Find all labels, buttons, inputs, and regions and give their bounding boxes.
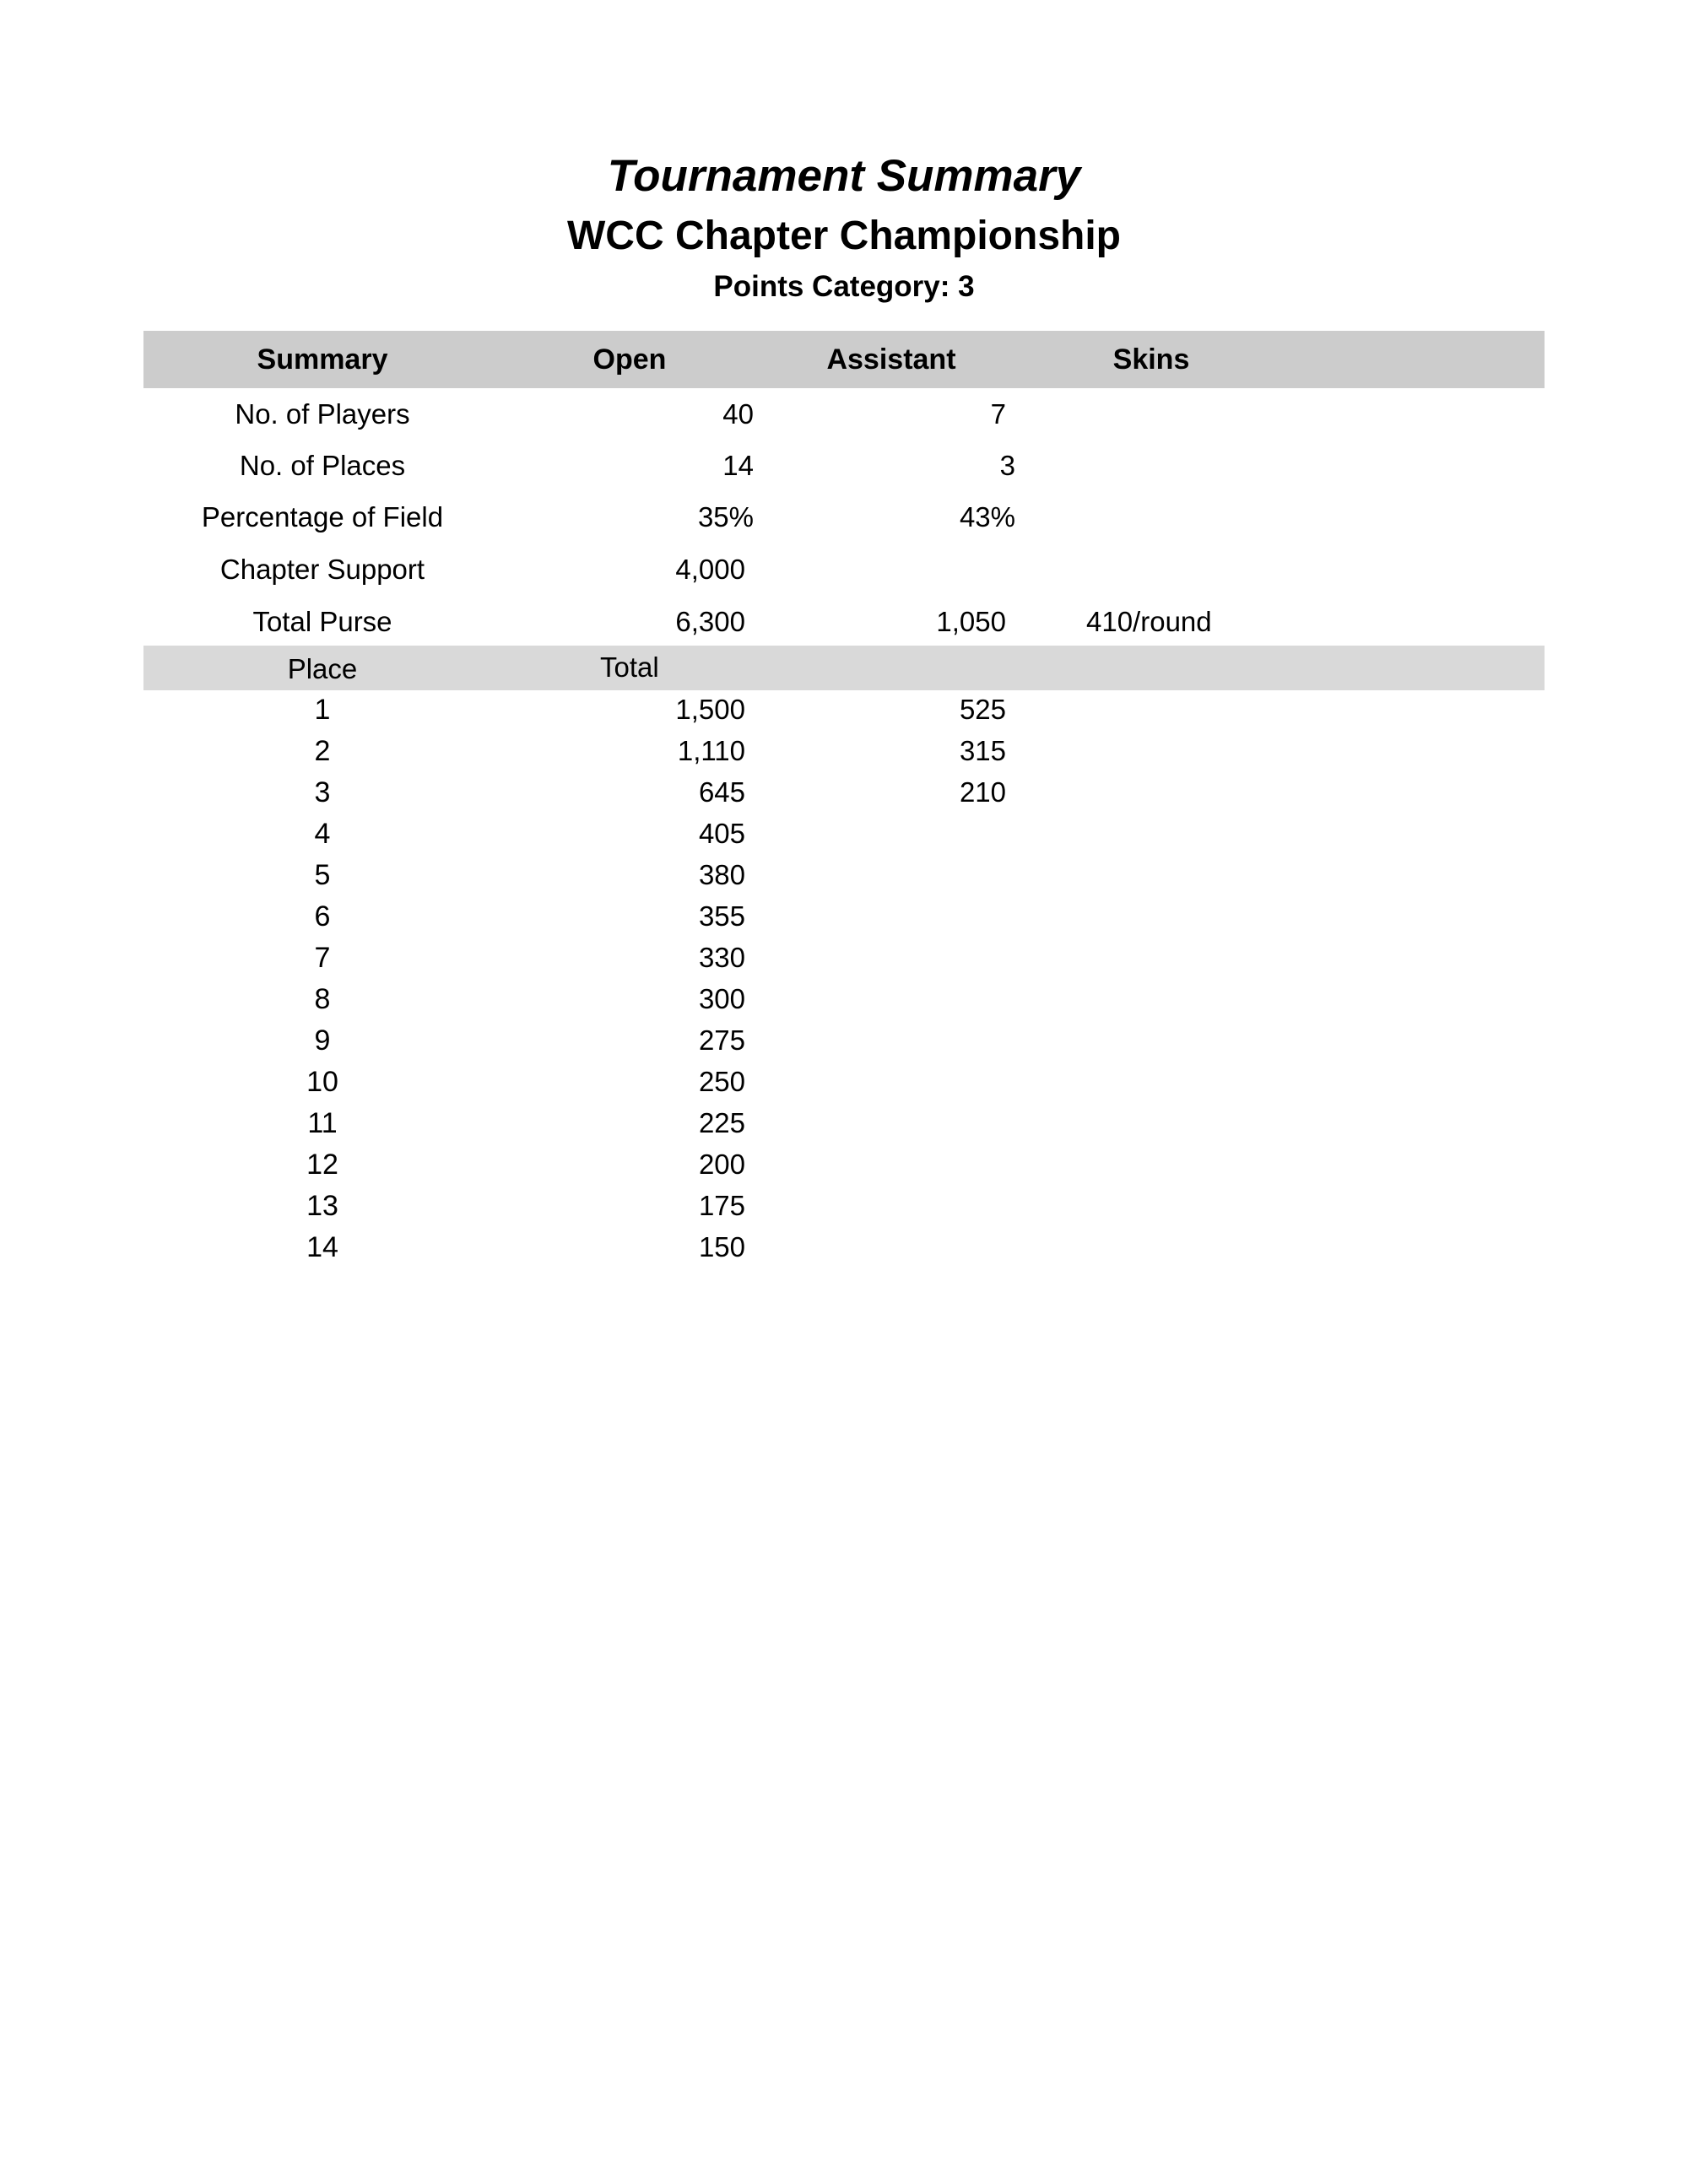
skins-column-header: Skins <box>1112 343 1190 376</box>
open-payout: 300 <box>698 983 745 1014</box>
points-category: Points Category: 3 <box>713 270 975 303</box>
place-number: 11 <box>307 1107 338 1139</box>
place-column-header: Place <box>287 653 358 684</box>
skins-value: 410/round <box>1086 606 1212 637</box>
place-number: 4 <box>314 818 331 850</box>
open-payout: 380 <box>698 859 745 890</box>
open-payout: 645 <box>698 776 745 808</box>
open-payout: 1,500 <box>675 694 745 725</box>
summary-label: Percentage of Field <box>201 501 444 532</box>
place-number: 12 <box>306 1149 338 1181</box>
assistant-column-header: Assistant <box>826 343 956 376</box>
open-payout: 330 <box>698 942 745 973</box>
open-payout: 405 <box>698 818 745 849</box>
place-number: 14 <box>306 1231 338 1263</box>
open-value: 6,300 <box>675 606 745 637</box>
place-number: 10 <box>306 1066 338 1098</box>
assistant-value: 43% <box>959 501 1015 532</box>
open-value: 4,000 <box>675 554 745 585</box>
summary-column-header: Summary <box>257 343 388 376</box>
open-column-header: Open <box>592 343 667 376</box>
open-value: 35% <box>697 501 754 532</box>
place-number: 7 <box>314 942 331 974</box>
open-payout: 150 <box>698 1231 745 1262</box>
tournament-name: WCC Chapter Championship <box>567 214 1121 258</box>
open-payout: 250 <box>698 1066 745 1097</box>
assistant-value: 7 <box>990 398 1006 430</box>
open-value: 40 <box>722 398 754 430</box>
open-payout: 1,110 <box>677 735 745 766</box>
open-payout: 200 <box>698 1149 745 1180</box>
assistant-value: 3 <box>999 450 1015 481</box>
place-number: 9 <box>314 1024 331 1057</box>
place-number: 1 <box>314 694 331 726</box>
place-number: 3 <box>314 776 331 808</box>
assistant-payout: 525 <box>959 694 1006 725</box>
open-payout: 355 <box>698 900 745 932</box>
open-payout: 225 <box>698 1107 745 1138</box>
open-payout: 275 <box>698 1024 745 1056</box>
assistant-value: 1,050 <box>936 606 1006 637</box>
place-number: 5 <box>314 859 331 891</box>
place-number: 6 <box>314 900 331 933</box>
place-number: 13 <box>306 1190 338 1222</box>
open-payout: 175 <box>698 1190 745 1221</box>
open-value: 14 <box>722 450 754 481</box>
place-number: 8 <box>314 983 331 1015</box>
assistant-payout: 210 <box>959 776 1006 808</box>
summary-label: No. of Places <box>239 450 406 481</box>
summary-label: No. of Players <box>235 398 410 430</box>
assistant-payout: 315 <box>959 735 1006 766</box>
total-column-header: Total <box>600 651 659 683</box>
summary-label: Total Purse <box>252 606 392 637</box>
summary-label: Chapter Support <box>219 554 425 585</box>
place-number: 2 <box>314 735 331 767</box>
document-title: Tournament Summary <box>607 151 1081 201</box>
